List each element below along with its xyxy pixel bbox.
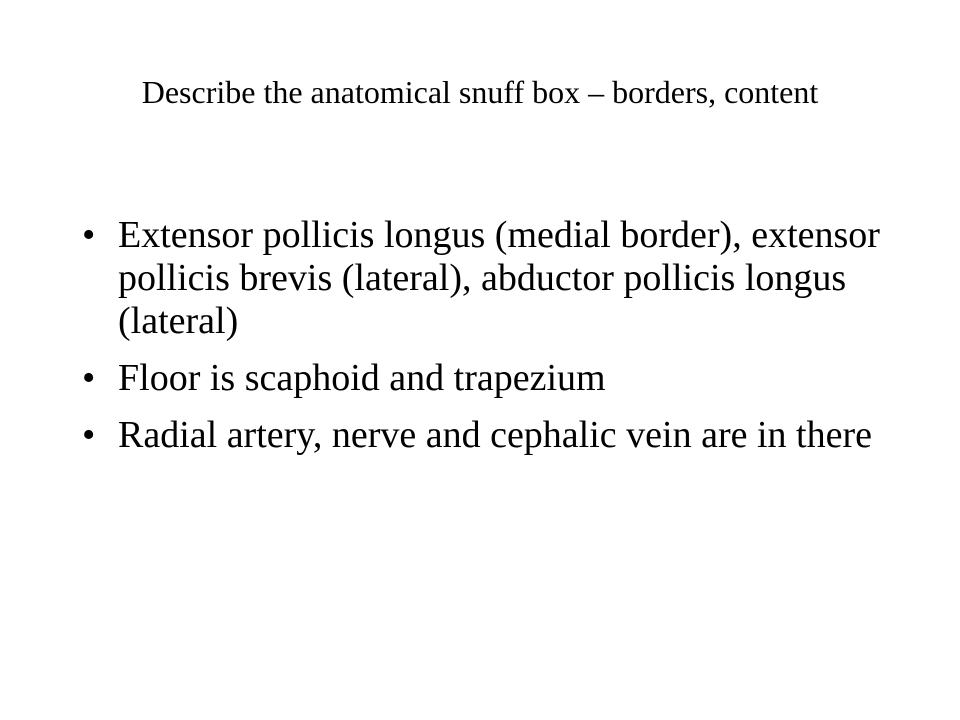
bullet-list [82, 214, 882, 471]
bullet-icon: • [82, 357, 96, 399]
bullet-item [82, 357, 882, 400]
bullet-icon: • [82, 414, 96, 456]
slide-title: Describe the anatomical snuff box – borders, content [141, 74, 819, 110]
bullet-item [82, 214, 882, 343]
bullet-item [82, 414, 882, 457]
bullet-text: Floor is scaphoid and trapezium [118, 357, 606, 399]
bullet-text: Radial artery, nerve and cephalic vein are in there [118, 414, 872, 456]
bullet-icon: • [82, 214, 96, 256]
bullet-text: Extensor pollicis longus (medial border), extensor pollicis brevis (lateral), abductor pollicis longus (lateral) [118, 214, 880, 342]
